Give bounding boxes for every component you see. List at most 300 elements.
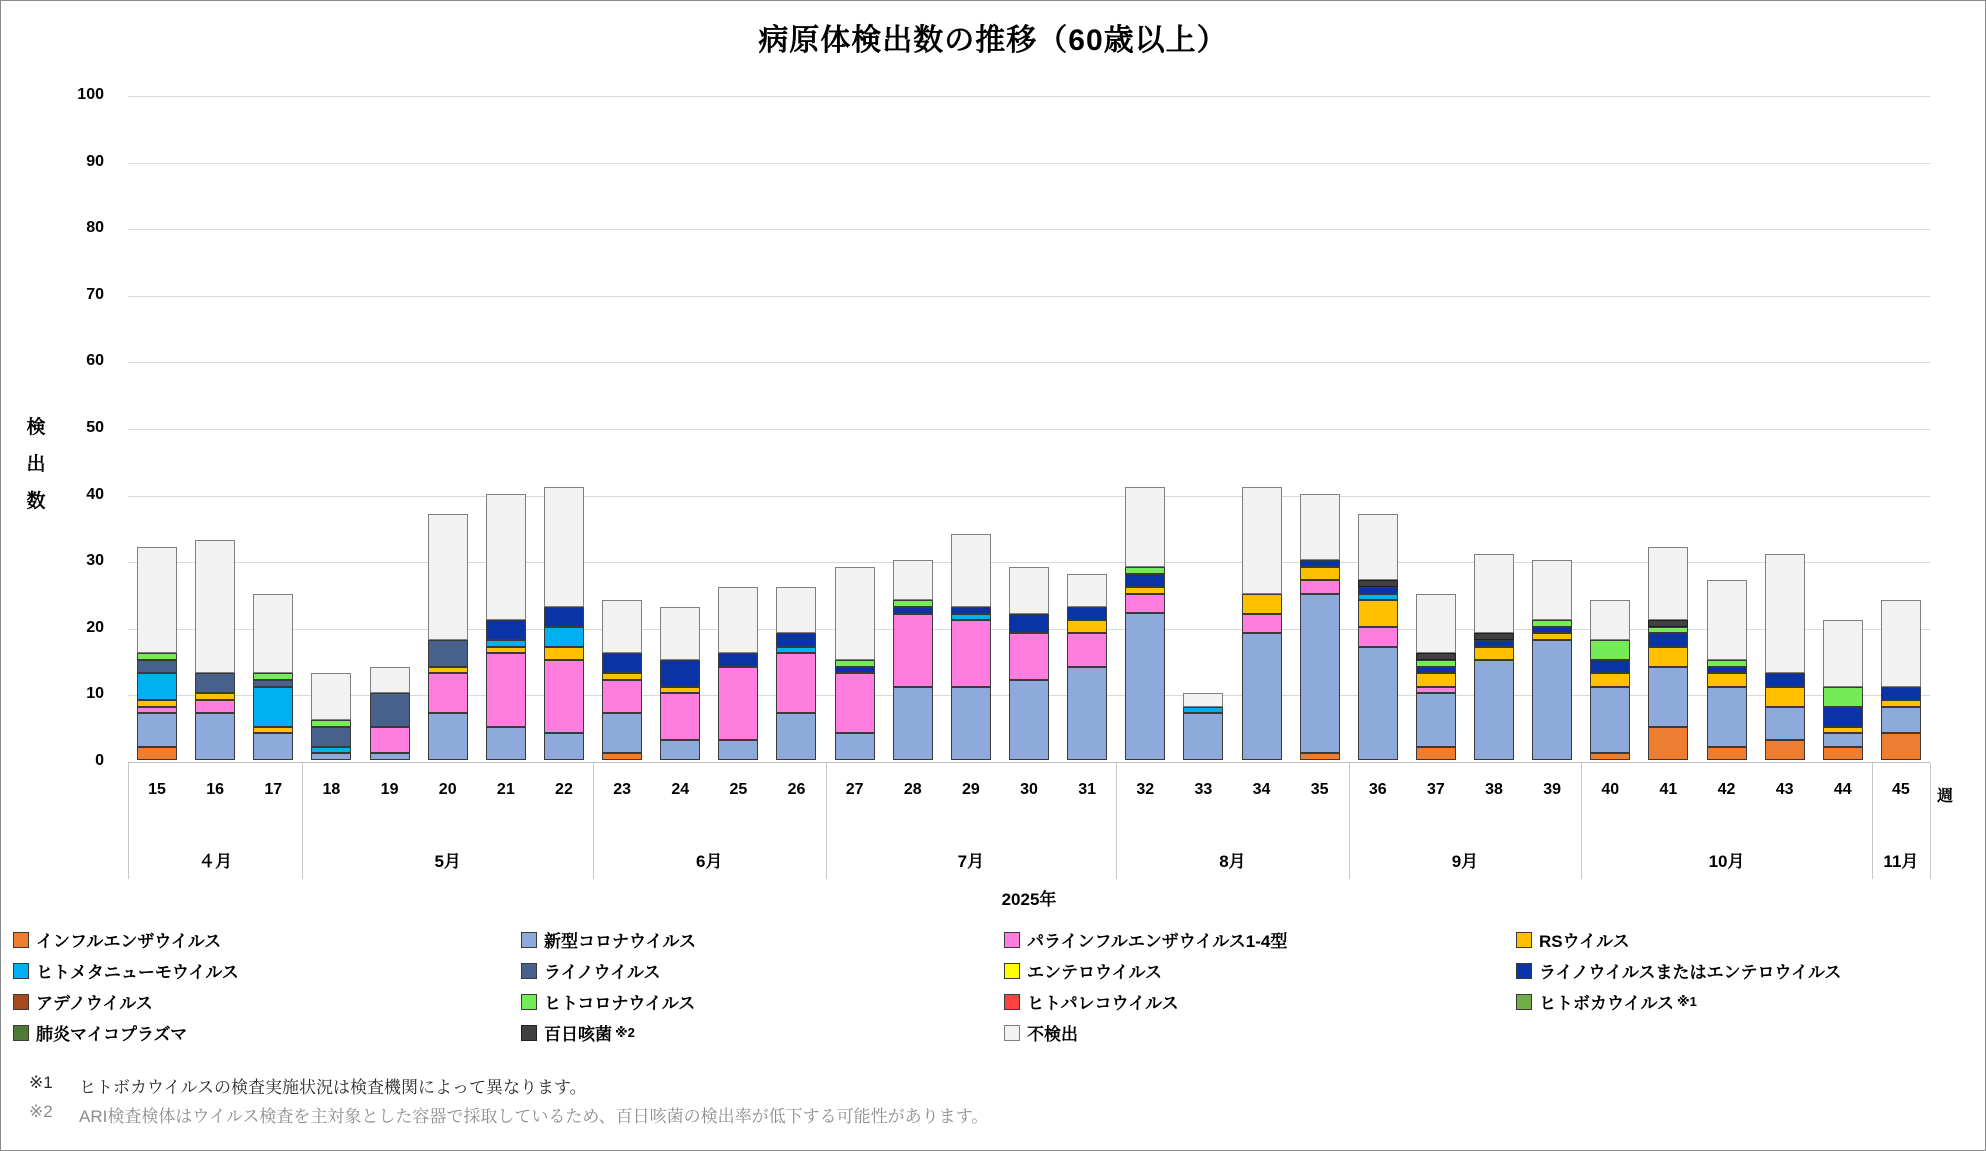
footnote-2 (29, 1102, 988, 1127)
segment-series-9-week-32 (1125, 567, 1165, 574)
segment-series-0-week-23 (602, 753, 642, 760)
bar-week-25 (718, 587, 758, 760)
segment-series-1-week-35 (1300, 594, 1340, 754)
y-axis-title: 検 出 数 (26, 417, 46, 512)
segment-series-2-week-21 (486, 653, 526, 726)
legend-item-series-4 (13, 958, 239, 983)
segment-series-2-week-20 (428, 673, 468, 713)
segment-series-14-week-42 (1707, 580, 1747, 660)
week-label-23: 23 (613, 781, 631, 798)
segment-series-7-week-31 (1067, 607, 1107, 620)
segment-series-14-week-37 (1416, 594, 1456, 654)
bar-week-21 (486, 494, 526, 760)
week-label-29: 29 (961, 781, 980, 798)
segment-series-2-week-37 (1416, 687, 1456, 694)
segment-series-5-week-18 (311, 727, 351, 747)
segment-series-14-week-36 (1358, 514, 1398, 581)
legend-swatch-series-11 (1516, 994, 1532, 1010)
segment-series-3-week-45 (1881, 700, 1921, 707)
chart-title: 病原体検出数の推移（60歳以上） (758, 24, 1228, 57)
bar-week-40 (1590, 600, 1630, 760)
segment-series-9-week-40 (1590, 640, 1630, 660)
segment-series-7-week-28 (893, 607, 933, 614)
segment-series-5-week-19 (370, 693, 410, 726)
segment-series-4-week-33 (1183, 707, 1223, 714)
week-label-39: 39 (1543, 781, 1562, 798)
segment-series-7-week-37 (1416, 667, 1456, 674)
segment-series-5-week-16 (195, 673, 235, 693)
segment-series-5-week-15 (137, 660, 177, 673)
segment-series-1-week-43 (1765, 707, 1805, 740)
legend-swatch-series-9 (521, 994, 537, 1010)
bar-week-27 (835, 567, 875, 760)
segment-series-0-week-37 (1416, 747, 1456, 760)
segment-series-2-week-36 (1358, 627, 1398, 647)
legend-swatch-series-12 (13, 1025, 29, 1041)
footnote-1-text: ヒトボカウイルスの検査実施状況は検査機関によって異なります。 (79, 1078, 587, 1097)
legend-item-series-6 (1004, 958, 1162, 983)
segment-series-1-week-31 (1067, 667, 1107, 760)
legend-label-series-5: ライノウイルス (544, 963, 661, 982)
legend-item-series-11 (1516, 989, 1697, 1014)
segment-series-14-week-18 (311, 673, 351, 720)
legend-item-series-8 (13, 989, 153, 1014)
legend-swatch-series-14 (1004, 1025, 1020, 1041)
legend-item-series-3 (1516, 927, 1630, 952)
segment-series-14-week-35 (1300, 494, 1340, 561)
bar-week-18 (311, 673, 351, 760)
segment-series-7-week-43 (1765, 673, 1805, 686)
segment-series-0-week-43 (1765, 740, 1805, 760)
month-label-4: 8月 (1219, 852, 1246, 871)
segment-series-13-week-38 (1474, 633, 1514, 640)
segment-series-2-week-26 (776, 653, 816, 713)
segment-series-1-week-27 (835, 733, 875, 760)
segment-series-3-week-37 (1416, 673, 1456, 686)
legend-swatch-series-6 (1004, 963, 1020, 979)
segment-series-14-week-19 (370, 667, 410, 694)
segment-series-2-week-15 (137, 707, 177, 714)
segment-series-3-week-40 (1590, 673, 1630, 686)
segment-series-14-week-27 (835, 567, 875, 660)
segment-series-5-week-20 (428, 640, 468, 667)
segment-series-3-week-35 (1300, 567, 1340, 580)
bar-week-22 (544, 487, 584, 760)
segment-series-7-week-40 (1590, 660, 1630, 673)
bar-week-42 (1707, 580, 1747, 760)
legend-swatch-series-5 (521, 963, 537, 979)
week-label-36: 36 (1368, 781, 1387, 798)
legend-label-series-1: 新型コロナウイルス (544, 932, 696, 951)
segment-series-3-week-20 (428, 667, 468, 674)
week-label-22: 22 (555, 781, 573, 798)
legend-item-series-5 (521, 958, 660, 983)
segment-series-2-week-29 (951, 620, 991, 687)
segment-series-14-week-45 (1881, 600, 1921, 687)
legend-swatch-series-13 (521, 1025, 537, 1041)
week-label-24: 24 (671, 781, 690, 798)
segment-series-4-week-36 (1358, 594, 1398, 601)
week-label-35: 35 (1310, 781, 1329, 798)
bar-week-16 (195, 540, 235, 760)
bar-week-29 (951, 534, 991, 760)
segment-series-2-week-32 (1125, 594, 1165, 614)
segment-series-2-week-34 (1242, 614, 1282, 634)
segment-series-13-week-36 (1358, 580, 1398, 587)
y-tick-90: 90 (86, 152, 104, 170)
segment-series-3-week-39 (1532, 633, 1572, 640)
week-label-19: 19 (380, 781, 399, 798)
bar-week-34 (1242, 487, 1282, 760)
week-label-44: 44 (1833, 781, 1852, 798)
month-label-5: 9月 (1451, 852, 1479, 871)
month-label-1: 5月 (434, 852, 461, 871)
footnote-2-mark: ※2 (29, 1102, 53, 1121)
segment-series-0-week-41 (1648, 727, 1688, 760)
segment-series-1-week-26 (776, 713, 816, 760)
segment-series-5-week-17 (253, 680, 293, 687)
y-tick-100: 100 (77, 86, 104, 103)
week-label-31: 31 (1078, 781, 1097, 798)
y-tick-10: 10 (86, 685, 104, 703)
segment-series-14-week-17 (253, 594, 293, 674)
footnote-2-text: ARI検査検体はウイルス検査を主対象とした容器で採取しているため、百日咳菌の検出率が低下する可能性があります。 (79, 1107, 989, 1126)
segment-series-1-week-23 (602, 713, 642, 753)
legend-swatch-series-8 (13, 994, 29, 1010)
legend-swatch-series-4 (13, 963, 29, 979)
segment-series-14-week-21 (486, 494, 526, 621)
segment-series-1-week-42 (1707, 687, 1747, 747)
legend-item-series-13 (521, 1020, 635, 1045)
segment-series-2-week-25 (718, 667, 758, 740)
segment-series-1-week-21 (486, 727, 526, 760)
segment-series-0-week-35 (1300, 753, 1340, 760)
segment-series-3-week-34 (1242, 594, 1282, 614)
month-divider-7 (1930, 763, 1931, 879)
segment-series-1-week-37 (1416, 693, 1456, 746)
week-label-15: 15 (148, 781, 166, 798)
legend-label-series-2: パラインフルエンザウイルス1-4型 (1027, 932, 1288, 951)
segment-series-2-week-23 (602, 680, 642, 713)
segment-series-3-week-15 (137, 700, 177, 707)
segment-series-3-week-24 (660, 687, 700, 694)
segment-series-9-week-44 (1823, 687, 1863, 707)
bar-week-19 (370, 667, 410, 760)
segment-series-9-week-15 (137, 653, 177, 660)
legend-sup-series-13: ※2 (615, 1024, 635, 1040)
segment-series-3-week-32 (1125, 587, 1165, 594)
segment-series-2-week-35 (1300, 580, 1340, 593)
segment-series-7-week-44 (1823, 707, 1863, 727)
week-label-26: 26 (787, 781, 806, 798)
week-label-41: 41 (1659, 781, 1678, 798)
bar-week-38 (1474, 554, 1514, 760)
legend-swatch-series-2 (1004, 932, 1020, 948)
bar-week-26 (776, 587, 816, 760)
legend-swatch-series-1 (521, 932, 537, 948)
y-tick-40: 40 (86, 485, 104, 503)
segment-series-14-week-44 (1823, 620, 1863, 687)
month-label-3: 7月 (957, 852, 985, 871)
segment-series-1-week-32 (1125, 613, 1165, 760)
legend-item-series-10 (1004, 989, 1179, 1014)
bar-week-32 (1125, 487, 1165, 760)
legend-item-series-14 (1004, 1020, 1078, 1045)
segment-series-3-week-42 (1707, 673, 1747, 686)
bar-week-36 (1358, 514, 1398, 760)
segment-series-2-week-31 (1067, 633, 1107, 666)
segment-series-14-week-20 (428, 514, 468, 641)
segment-series-1-week-25 (718, 740, 758, 760)
segment-series-3-week-36 (1358, 600, 1398, 627)
bar-week-17 (253, 594, 293, 760)
segment-series-14-week-31 (1067, 574, 1107, 607)
segment-series-3-week-41 (1648, 647, 1688, 667)
segment-series-2-week-27 (835, 673, 875, 733)
month-label-7: 11月 (1883, 852, 1919, 871)
bar-week-28 (893, 560, 933, 760)
segment-series-1-week-40 (1590, 687, 1630, 754)
segment-series-9-week-41 (1648, 627, 1688, 634)
week-label-28: 28 (903, 781, 922, 798)
segment-series-9-week-39 (1532, 620, 1572, 627)
segment-series-7-week-32 (1125, 574, 1165, 587)
y-tick-70: 70 (86, 285, 104, 303)
gridline-50 (128, 429, 1930, 430)
legend-label-series-13: 百日咳菌 (544, 1025, 612, 1044)
segment-series-4-week-22 (544, 627, 584, 647)
week-label-30: 30 (1020, 781, 1038, 798)
legend-item-series-7 (1516, 958, 1841, 983)
month-label-6: 10月 (1708, 852, 1745, 871)
segment-series-1-week-20 (428, 713, 468, 760)
bar-week-39 (1532, 560, 1572, 760)
bar-week-43 (1765, 554, 1805, 760)
segment-series-1-week-44 (1823, 733, 1863, 746)
segment-series-1-week-39 (1532, 640, 1572, 760)
segment-series-3-week-31 (1067, 620, 1107, 633)
gridline-40 (128, 496, 1930, 497)
segment-series-1-week-45 (1881, 707, 1921, 734)
legend-label-series-7: ライノウイルスまたはエンテロウイルス (1539, 963, 1842, 982)
y-tick-20: 20 (86, 618, 104, 636)
segment-series-14-week-25 (718, 587, 758, 654)
segment-series-3-week-17 (253, 727, 293, 734)
x-axis-unit-label: 週 (1937, 788, 1954, 805)
segment-series-0-week-45 (1881, 733, 1921, 760)
segment-series-4-week-18 (311, 747, 351, 754)
y-tick-60: 60 (86, 352, 104, 370)
bar-week-15 (137, 547, 177, 760)
segment-series-7-week-24 (660, 660, 700, 687)
legend-label-series-12: 肺炎マイコプラズマ (36, 1025, 188, 1044)
legend-item-series-2 (1004, 927, 1287, 952)
segment-series-2-week-24 (660, 693, 700, 740)
segment-series-14-week-28 (893, 560, 933, 600)
segment-series-7-week-26 (776, 633, 816, 646)
segment-series-3-week-16 (195, 693, 235, 700)
segment-series-7-week-39 (1532, 627, 1572, 634)
segment-series-7-week-22 (544, 607, 584, 627)
segment-series-14-week-40 (1590, 600, 1630, 640)
segment-series-1-week-15 (137, 713, 177, 746)
legend-item-series-12 (13, 1020, 187, 1045)
segment-series-9-week-28 (893, 600, 933, 607)
segment-series-4-week-17 (253, 687, 293, 727)
week-label-38: 38 (1485, 781, 1503, 798)
segment-series-1-week-24 (660, 740, 700, 760)
bar-week-33 (1183, 693, 1223, 760)
month-label-2: 6月 (696, 852, 723, 871)
segment-series-14-week-15 (137, 547, 177, 654)
segment-series-14-week-22 (544, 487, 584, 607)
bar-week-44 (1823, 620, 1863, 760)
segment-series-7-week-30 (1009, 614, 1049, 634)
week-label-32: 32 (1136, 781, 1155, 798)
segment-series-7-week-41 (1648, 633, 1688, 646)
segment-series-3-week-23 (602, 673, 642, 680)
bar-week-45 (1881, 600, 1921, 760)
legend-swatch-series-0 (13, 932, 29, 948)
segment-series-2-week-19 (370, 727, 410, 754)
legend-swatch-series-3 (1516, 932, 1532, 948)
bar-week-31 (1067, 574, 1107, 760)
segment-series-14-week-29 (951, 534, 991, 607)
week-label-43: 43 (1775, 781, 1794, 798)
segment-series-1-week-18 (311, 753, 351, 760)
y-tick-30: 30 (86, 552, 104, 570)
legend-label-series-4: ヒトメタニューモウイルス (36, 963, 239, 982)
y-tick-80: 80 (86, 219, 104, 237)
segment-series-14-week-41 (1648, 547, 1688, 620)
segment-series-9-week-42 (1707, 660, 1747, 667)
segment-series-1-week-41 (1648, 667, 1688, 727)
segment-series-0-week-42 (1707, 747, 1747, 760)
segment-series-14-week-32 (1125, 487, 1165, 567)
segment-series-3-week-21 (486, 647, 526, 654)
gridline-60 (128, 362, 1930, 363)
legend-label-series-0: インフルエンザウイルス (36, 932, 222, 951)
month-label-0: ４月 (198, 852, 233, 871)
segment-series-4-week-21 (486, 640, 526, 647)
segment-series-3-week-43 (1765, 687, 1805, 707)
segment-series-7-week-29 (951, 607, 991, 614)
segment-series-0-week-40 (1590, 753, 1630, 760)
bar-week-30 (1009, 567, 1049, 760)
legend-item-series-9 (521, 989, 695, 1014)
segment-series-2-week-22 (544, 660, 584, 733)
x-axis-line (128, 762, 1930, 763)
bar-week-35 (1300, 494, 1340, 760)
segment-series-9-week-18 (311, 720, 351, 727)
segment-series-13-week-37 (1416, 653, 1456, 660)
segment-series-14-week-30 (1009, 567, 1049, 614)
segment-series-1-week-38 (1474, 660, 1514, 760)
segment-series-14-week-43 (1765, 554, 1805, 674)
segment-series-14-week-34 (1242, 487, 1282, 594)
segment-series-1-week-29 (951, 687, 991, 760)
footnote-1-mark: ※1 (29, 1073, 53, 1092)
segment-series-9-week-37 (1416, 660, 1456, 667)
segment-series-0-week-44 (1823, 747, 1863, 760)
segment-series-14-week-38 (1474, 554, 1514, 634)
legend-label-series-9: ヒトコロナウイルス (544, 994, 696, 1013)
segment-series-7-week-21 (486, 620, 526, 640)
y-tick-0: 0 (95, 752, 104, 769)
segment-series-1-week-16 (195, 713, 235, 760)
bar-week-23 (602, 600, 642, 760)
segment-series-3-week-44 (1823, 727, 1863, 734)
week-label-27: 27 (845, 781, 864, 798)
week-label-37: 37 (1426, 781, 1445, 798)
week-label-20: 20 (438, 781, 457, 798)
legend-label-series-14: 不検出 (1027, 1025, 1078, 1044)
segment-series-2-week-16 (195, 700, 235, 713)
week-label-45: 45 (1892, 781, 1910, 798)
segment-series-9-week-17 (253, 673, 293, 680)
bar-week-41 (1648, 547, 1688, 760)
segment-series-1-week-33 (1183, 713, 1223, 760)
segment-series-7-week-36 (1358, 587, 1398, 594)
segment-series-4-week-15 (137, 673, 177, 700)
segment-series-7-week-27 (835, 667, 875, 674)
segment-series-7-week-38 (1474, 640, 1514, 647)
segment-series-14-week-24 (660, 607, 700, 660)
week-label-34: 34 (1252, 781, 1271, 798)
segment-series-7-week-42 (1707, 667, 1747, 674)
legend-item-series-1 (521, 927, 696, 952)
bar-week-24 (660, 607, 700, 760)
segment-series-9-week-27 (835, 660, 875, 667)
week-label-21: 21 (496, 781, 515, 798)
week-label-33: 33 (1194, 781, 1213, 798)
segment-series-14-week-26 (776, 587, 816, 634)
segment-series-3-week-22 (544, 647, 584, 660)
segment-series-14-week-23 (602, 600, 642, 653)
bar-week-37 (1416, 594, 1456, 760)
segment-series-1-week-28 (893, 687, 933, 760)
week-label-18: 18 (322, 781, 341, 798)
year-label: 2025年 (1001, 890, 1057, 909)
legend-label-series-10: ヒトパレコウイルス (1027, 994, 1179, 1013)
legend-label-series-8: アデノウイルス (36, 994, 153, 1013)
segment-series-1-week-17 (253, 733, 293, 760)
week-label-40: 40 (1601, 781, 1620, 798)
segment-series-7-week-45 (1881, 687, 1921, 700)
segment-series-1-week-30 (1009, 680, 1049, 760)
week-label-17: 17 (264, 781, 283, 798)
segment-series-13-week-41 (1648, 620, 1688, 627)
segment-series-14-week-33 (1183, 693, 1223, 706)
segment-series-14-week-39 (1532, 560, 1572, 620)
legend-item-series-0 (13, 927, 221, 952)
gridline-80 (128, 229, 1930, 230)
segment-series-1-week-34 (1242, 633, 1282, 760)
footnote-1 (29, 1073, 587, 1098)
segment-series-1-week-22 (544, 733, 584, 760)
segment-series-1-week-36 (1358, 647, 1398, 760)
gridline-90 (128, 163, 1930, 164)
segment-series-4-week-29 (951, 614, 991, 621)
segment-series-0-week-15 (137, 747, 177, 760)
legend-label-series-11: ヒトボカウイルス (1539, 994, 1674, 1013)
segment-series-2-week-30 (1009, 633, 1049, 680)
segment-series-7-week-23 (602, 653, 642, 673)
week-label-25: 25 (729, 781, 748, 798)
week-label-16: 16 (206, 781, 225, 798)
segment-series-4-week-26 (776, 647, 816, 654)
segment-series-1-week-19 (370, 753, 410, 760)
